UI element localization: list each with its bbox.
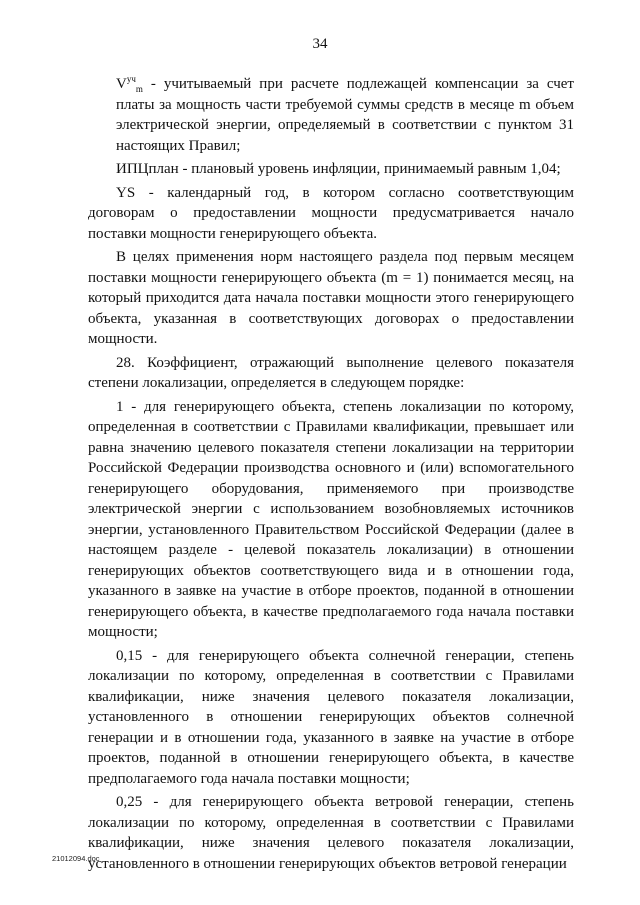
paragraph-text: - учитываемый при расчете подлежащей компенсации за счет платы за мощность части требуемой суммы средств в месяце m объем электрической энергии, определяемый в соответствии с пунктом 31 настоящих Правил; bbox=[116, 76, 574, 154]
paragraph-first-month: В целях применения норм настоящего раздела под первым месяцем поставки мощности генерирующего объекта (m = 1) понимается месяц, на который приходится дата начала поставки мощности этого генерирующего объекта, указанная в соответствующих договорах о предоставлении мощности. bbox=[88, 249, 574, 347]
page-number: 34 bbox=[312, 36, 328, 52]
paragraph-coef-015: 0,15 - для генерирующего объекта солнечной генерации, степень локализации по которому, определенная в соответствии с Правилами квалификации, ниже значения целевого показателя локализации, установленного в отношении генерирующих объектов солнечной генерации и в отношении года, указанного в заявке на участие в отборе проектов, поданной в отношении генерирующего объекта, в качестве предполагаемого года начала поставки мощности; bbox=[88, 647, 574, 787]
paragraph-coef-025: 0,25 - для генерирующего объекта ветровой генерации, степень локализации по которому, определенная в соответствии с Правилами квалификации, ниже значения целевого показателя локализации, установленного в отношении генерирующих объектов ветровой генерации bbox=[88, 794, 574, 872]
symbol-superscript: уч bbox=[126, 74, 136, 84]
document-body bbox=[88, 74, 574, 877]
symbol-subscript: m bbox=[135, 84, 143, 94]
formula-symbol bbox=[116, 76, 143, 92]
paragraph-v-definition bbox=[88, 74, 574, 156]
paragraph-coef-1: 1 - для генерирующего объекта, степень локализации по которому, определенная в соответствии с Правилами квалификации, превышает или равна значению целевого показателя степени локализации на территории Российской Федерации производства основного и (или) вспомогательного генерирующего оборудования, применяемого при производстве электрической энергии с использованием возобновляемых источников энергии, установленного Правительством Российской Федерации (далее в настоящем разделе - целевой показатель локализации) в отношении генерирующих объектов соответствующего вида и в отношении года, указанного в заявке на участие в отборе проектов, поданной в отношении генерирующего объекта, в качестве предполагаемого года начала поставки мощности; bbox=[88, 398, 574, 640]
paragraph-inflation: ИПЦплан - плановый уровень инфляции, принимаемый равным 1,04; bbox=[116, 161, 561, 177]
symbol-base: V bbox=[116, 76, 127, 92]
paragraph-item-28: 28. Коэффициент, отражающий выполнение целевого показателя степени локализации, определяется в следующем порядке: bbox=[88, 354, 574, 391]
document-filename: 21012094.doc bbox=[52, 854, 100, 863]
paragraph-ys-definition: YS - календарный год, в котором согласно соответствующим договорам о предоставлении мощности предусматривается начало поставки мощности генерирующего объекта. bbox=[88, 184, 574, 242]
